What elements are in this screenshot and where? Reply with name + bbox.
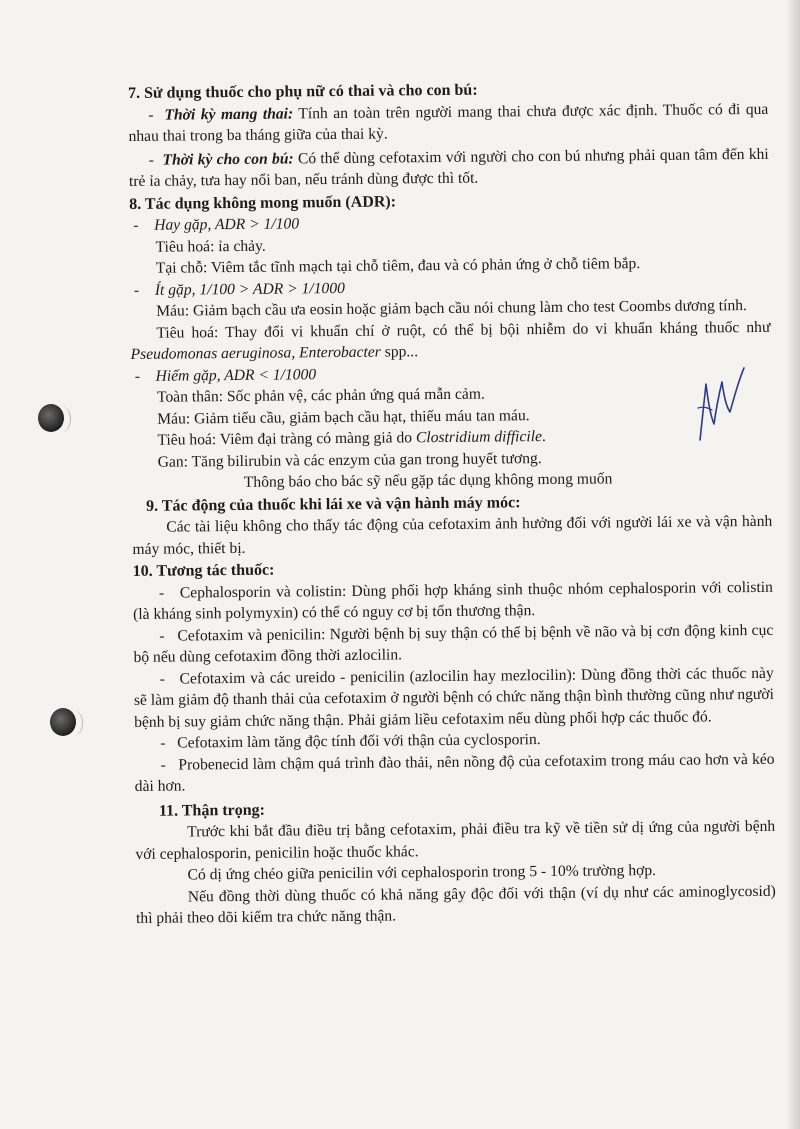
section-11-allergy-history: Trước khi bắt đầu điều trị bằng cefotaxim, phải điều tra kỹ về tiền sử dị ứng của người bệnh với cephalosporin, penicilin hoặc thuốc khác. — [135, 817, 776, 863]
pregnancy-label: Thời kỳ mang thai: — [164, 104, 294, 124]
section-7-title: 7. Sử dụng thuốc cho phụ nữ có thai và cho con bú: — [128, 81, 478, 102]
adr-rare-blood: Máu: Giảm tiểu cầu, giảm bạch cầu hạt, thiếu máu tan máu. — [157, 406, 530, 428]
section-7-lactation — [129, 143, 769, 192]
interaction-item: - Probenecid làm chậm quá trình đào thải, nên nồng độ của cefotaxim trong máu cao hơn và kéo dài hơn. — [134, 750, 775, 795]
adr-rare-liver: Gan: Tăng bilirubin và các enzym của gan trong huyết tương. — [157, 449, 542, 471]
section-11-title: 11. Thận trọng: — [158, 801, 266, 820]
page-edge-shadow — [786, 0, 800, 1129]
interaction-item: - Cephalosporin và colistin: Dùng phối hợp kháng sinh thuộc nhóm cephalosporin với colistin (là kháng sinh polymyxin) có thể có nguy cơ bị tổn thương thận. — [133, 578, 773, 623]
bullet: - — [148, 106, 154, 124]
bullet: - — [133, 216, 139, 234]
section-9-title: 9. Tác động của thuốc khi lái xe và vận hành máy móc: — [145, 493, 521, 515]
interaction-item: - Cefotaxim và penicilin: Người bệnh bị suy thận có thể bị bệnh về não và bị cơn động kinh cục bộ nếu dùng cefotaxim đồng thời azlocilin. — [133, 621, 774, 666]
bullet: - — [159, 670, 166, 688]
punch-hole-bottom — [50, 708, 80, 740]
adr-uncommon-heading: - Ít gặp, 1/100 > ADR > 1/1000 — [133, 279, 345, 299]
bullet: - — [158, 584, 165, 602]
adr-common-heading: - Hay gặp, ADR > 1/100 — [133, 215, 300, 234]
pregnancy-text: Tính an toàn trên người mang thai chưa được xác định. Thuốc có đi qua nhau thai trong ba tháng giữa của thai kỳ. — [128, 100, 769, 145]
adr-uncommon-blood: Máu: Giảm bạch cầu ưa eosin hoặc giảm bạch cầu nói chung làm cho test Coombs dương tính. — [156, 297, 747, 320]
bullet: - — [159, 627, 165, 645]
bullet: - — [160, 734, 166, 752]
adr-rare-digestive: Tiêu hoá: Viêm đại tràng có màng giả do Clostridium difficile. — [157, 428, 546, 449]
section-11-cross-allergy: Có dị ứng chéo giữa penicilin với cephalosporin trong 5 - 10% trường hợp. — [187, 861, 657, 884]
bullet: - — [134, 367, 141, 385]
bullet: - — [148, 151, 155, 169]
interaction-item: - Cefotaxim làm tăng độc tính đối với thận của cyclosporin. — [160, 731, 541, 752]
adr-rare-general: Toàn thân: Sốc phản vệ, các phản ứng quá mẫn cảm. — [156, 385, 485, 406]
adr-common-digestive: Tiêu hoá: ỉa chảy. — [155, 237, 266, 256]
document-body — [128, 76, 776, 930]
adr-uncommon-digestive: Tiêu hoá: Thay đổi vi khuẩn chí ở ruột, có thể bị bội nhiễm do vi khuẩn kháng thuốc như Pseudomonas aeruginosa, Enterobacter spp... — [130, 318, 771, 363]
section-9-text: Các tài liệu không cho thấy tác động của cefotaxim ảnh hưởng đối với người lái xe và vận hành máy móc, thiết bị. — [132, 512, 773, 558]
adr-common-local: Tại chỗ: Viêm tắc tĩnh mạch tại chỗ tiêm, đau và có phản ứng ở chỗ tiêm bắp. — [155, 255, 641, 277]
punch-hole-top — [38, 404, 68, 436]
bullet: - — [160, 756, 166, 774]
section-11-renal-monitoring: Nếu đồng thời dùng thuốc có khả năng gây độc đối với thận (ví dụ như các aminoglycosid) thì phải theo dõi kiểm tra chức năng thận. — [135, 882, 776, 927]
section-7-pregnancy — [128, 98, 768, 147]
interaction-item: - Cefotaxim và các ureido - penicilin (azlocilin hay mezlocilin): Dùng đồng thời các thuốc này sẽ làm giảm độ thanh thải của cefotaxim ở người bệnh có chức năng thận bình thường cũng như người bệnh bị suy giảm chức năng thận. Phải giảm liều cefotaxim nếu dùng phối hợp các thuốc đó. — [133, 664, 774, 731]
adr-rare-heading: - Hiếm gặp, ADR < 1/1000 — [134, 365, 317, 385]
lactation-text: Có thể dùng cefotaxim với người cho con bú nhưng phải quan tâm đến khi trẻ ỉa chảy, tưa hay nổi ban, nếu tránh dùng được thì tốt. — [128, 145, 769, 190]
section-10-title: 10. Tương tác thuốc: — [132, 561, 275, 580]
adr-report-note: Thông báo cho bác sỹ nếu gặp tác dụng không mong muốn — [243, 470, 613, 491]
lactation-label: Thời kỳ cho con bú: — [162, 149, 294, 169]
section-8-title: 8. Tác dụng không mong muốn (ADR): — [129, 192, 397, 213]
bullet: - — [133, 281, 140, 299]
